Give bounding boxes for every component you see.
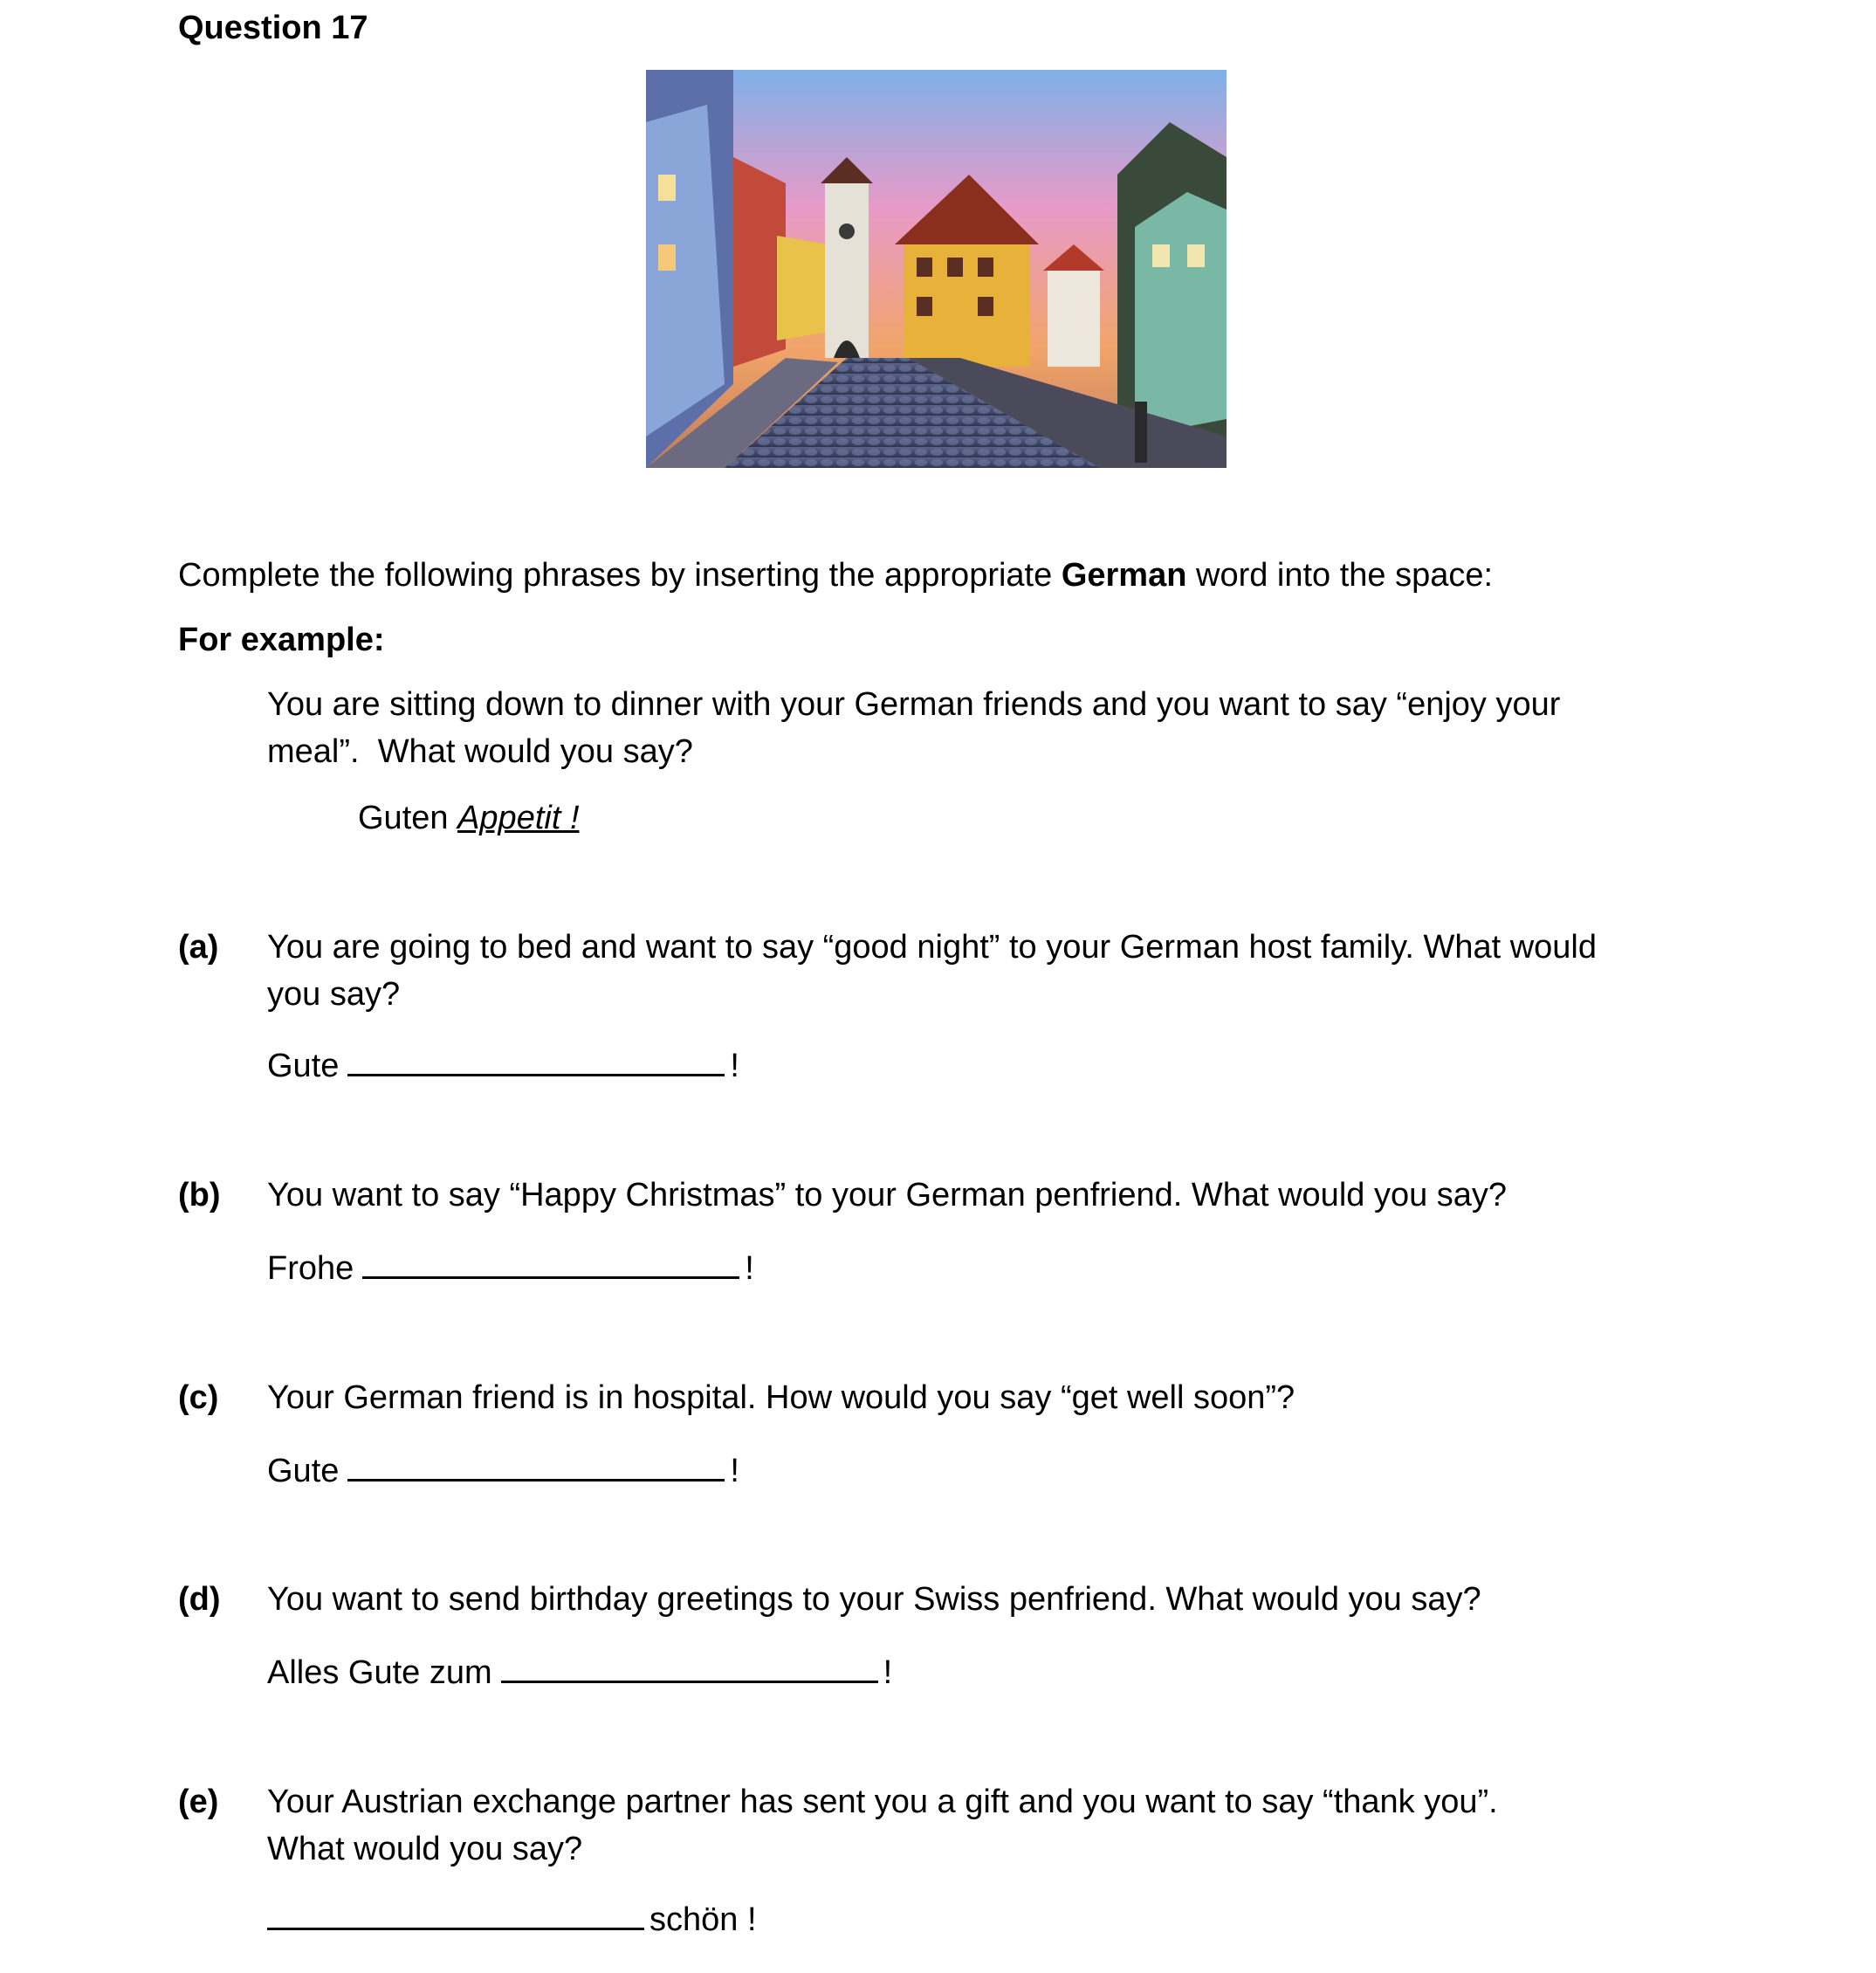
item-b-answer [267,1241,1699,1292]
item-c-answer-suffix: ! [730,1453,739,1489]
item-a-answer-suffix: ! [730,1048,739,1084]
item-a-question-line-2: you say? [267,976,401,1013]
item-d-answer-suffix: ! [883,1654,893,1691]
item-e-answer [267,1893,1699,1943]
example-answer [358,794,580,842]
item-d-label: (d) [178,1581,221,1618]
item-d-question-line-1: You want to send birthday greetings to your Swiss penfriend. What would you say? [267,1581,1481,1618]
item-d-answer [267,1646,1699,1696]
item-e-question [267,1778,1699,1873]
item-c-question [267,1374,1699,1421]
example-question [267,681,1699,775]
item-d-answer-blank[interactable] [501,1646,878,1683]
item-e-label: (e) [178,1784,219,1820]
example-question-line-1: You are sitting down to dinner with your German friends and you want to say “enjoy your [267,686,1561,723]
instructions-text-before: Complete the following phrases by inserting the appropriate [178,557,1062,594]
item-a-answer [267,1039,1699,1090]
item-c-answer-blank[interactable] [347,1444,725,1481]
item-c-answer [267,1444,1699,1495]
item-a-question-line-1: You are going to bed and want to say “good night” to your German host family. What would [267,929,1597,966]
item-d-question [267,1576,1699,1623]
item-a-question [267,924,1699,1018]
item-a-answer-blank[interactable] [347,1039,725,1076]
question-title: Question 17 [178,10,368,46]
item-b-answer-blank[interactable] [362,1241,739,1279]
item-c-label: (c) [178,1379,219,1416]
street-photo [646,70,1227,468]
example-question-line-2: meal”. What would you say? [267,733,693,770]
instructions [178,552,1493,599]
item-c-question-line-1: Your German friend is in hospital. How would you say “get well soon”? [267,1379,1295,1416]
item-b-question-line-1: You want to say “Happy Christmas” to your German penfriend. What would you say? [267,1177,1508,1213]
item-e-answer-suffix: schön ! [649,1901,757,1938]
item-e-answer-blank[interactable] [267,1893,644,1930]
example-answer-fill: Appetit ! [457,800,580,836]
item-e-question-line-2: What would you say? [267,1831,583,1867]
instructions-text-after: word into the space: [1186,557,1494,594]
example-answer-prefix: Guten [358,800,458,836]
item-b-label: (b) [178,1177,221,1213]
instructions-text-bold: German [1061,557,1187,594]
example-label: For example: [178,622,385,658]
item-b-answer-suffix: ! [745,1250,754,1287]
item-e-question-line-1: Your Austrian exchange partner has sent you a gift and you want to say “thank you”. [267,1784,1498,1820]
item-a-label: (a) [178,929,219,966]
item-c-answer-prefix: Gute [267,1453,340,1489]
item-a-answer-prefix: Gute [267,1048,340,1084]
item-d-answer-prefix: Alles Gute zum [267,1654,492,1691]
item-b-answer-prefix: Frohe [267,1250,354,1287]
item-b-question [267,1172,1699,1219]
